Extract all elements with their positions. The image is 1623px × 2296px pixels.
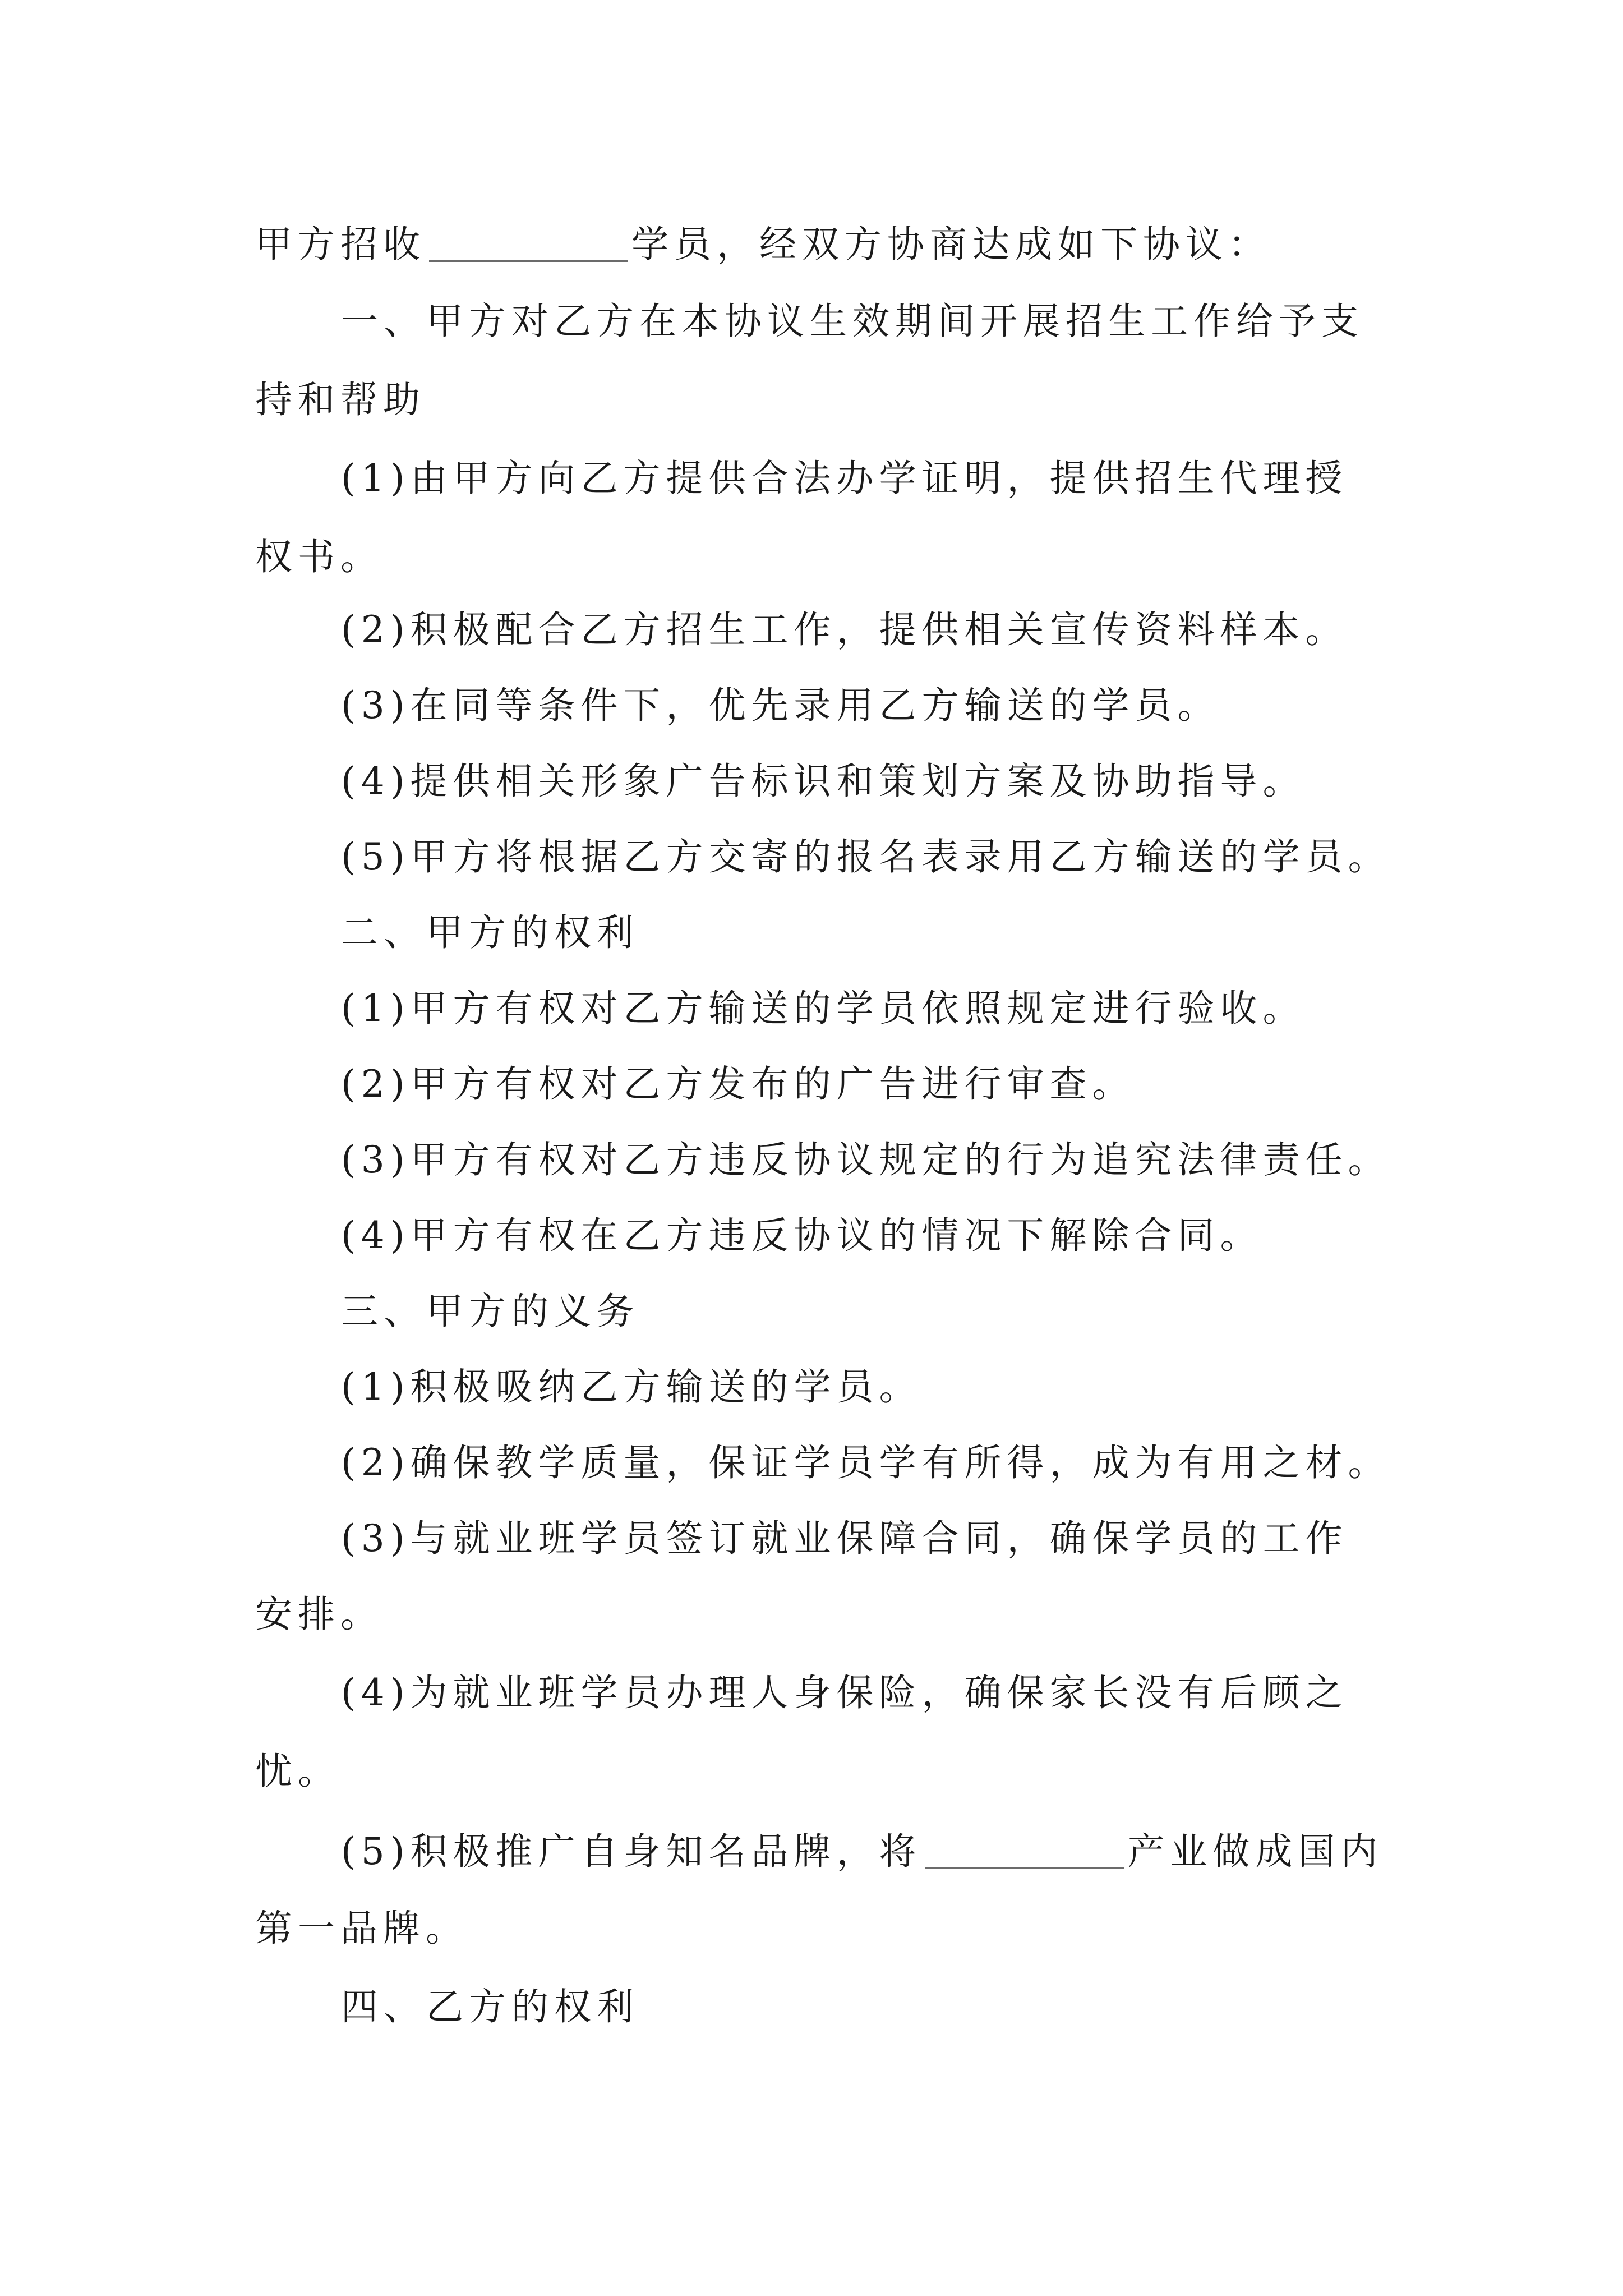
- clause-1-2: (2)积极配合乙方招生工作，提供相关宣传资料样本。: [341, 608, 1348, 651]
- clause-1-3: (3)在同等条件下，优先录用乙方输送的学员。: [341, 684, 1220, 727]
- section-2-heading: 二、甲方的权利: [341, 911, 639, 954]
- section-1-heading-cont: 持和帮助: [255, 378, 426, 421]
- blank-student-count: [429, 223, 628, 262]
- clause-2-4: (4)甲方有权在乙方违反协议的情况下解除合同。: [341, 1214, 1263, 1257]
- clause-1-1: (1)由甲方向乙方提供合法办学证明，提供招生代理授: [341, 457, 1348, 500]
- clause-3-3: (3)与就业班学员签订就业保障合同，确保学员的工作: [341, 1517, 1348, 1560]
- blank-industry-name: [925, 1830, 1124, 1869]
- clause-1-4: (4)提供相关形象广告标识和策划方案及协助指导。: [341, 760, 1306, 803]
- section-1-heading: 一、甲方对乙方在本协议生效期间开展招生工作给予支: [341, 300, 1364, 343]
- clause-3-5-cont: 第一品牌。: [255, 1907, 468, 1950]
- section-4-heading: 四、乙方的权利: [341, 1985, 639, 2028]
- section-3-heading: 三、甲方的义务: [341, 1290, 639, 1333]
- intro-text-end: 学员，经双方协商达成如下协议：: [631, 223, 1271, 266]
- clause-3-4: (4)为就业班学员办理人身保险，确保家长没有后顾之: [341, 1671, 1348, 1714]
- clause-1-1-cont: 权书。: [255, 535, 383, 578]
- clause-3-3-cont: 安排。: [255, 1593, 383, 1636]
- intro-line: [255, 223, 1271, 266]
- clause-2-2: (2)甲方有权对乙方发布的广告进行审查。: [341, 1062, 1135, 1106]
- clause-3-4-cont: 忧。: [255, 1750, 340, 1793]
- clause-3-2: (2)确保教学质量，保证学员学有所得，成为有用之材。: [341, 1441, 1391, 1484]
- clause-1-5: (5)甲方将根据乙方交寄的报名表录用乙方输送的学员。: [341, 835, 1391, 878]
- clause-3-5-text-start: (5)积极推广自身知名品牌，将: [341, 1830, 922, 1873]
- clause-2-1: (1)甲方有权对乙方输送的学员依照规定进行验收。: [341, 987, 1306, 1030]
- clause-3-5-text-end: 产业做成国内: [1127, 1830, 1384, 1873]
- intro-text-start: 甲方招收: [255, 223, 426, 266]
- clause-2-3: (3)甲方有权对乙方违反协议规定的行为追究法律责任。: [341, 1138, 1391, 1181]
- clause-3-5: [341, 1830, 1384, 1873]
- clause-3-1: (1)积极吸纳乙方输送的学员。: [341, 1365, 922, 1409]
